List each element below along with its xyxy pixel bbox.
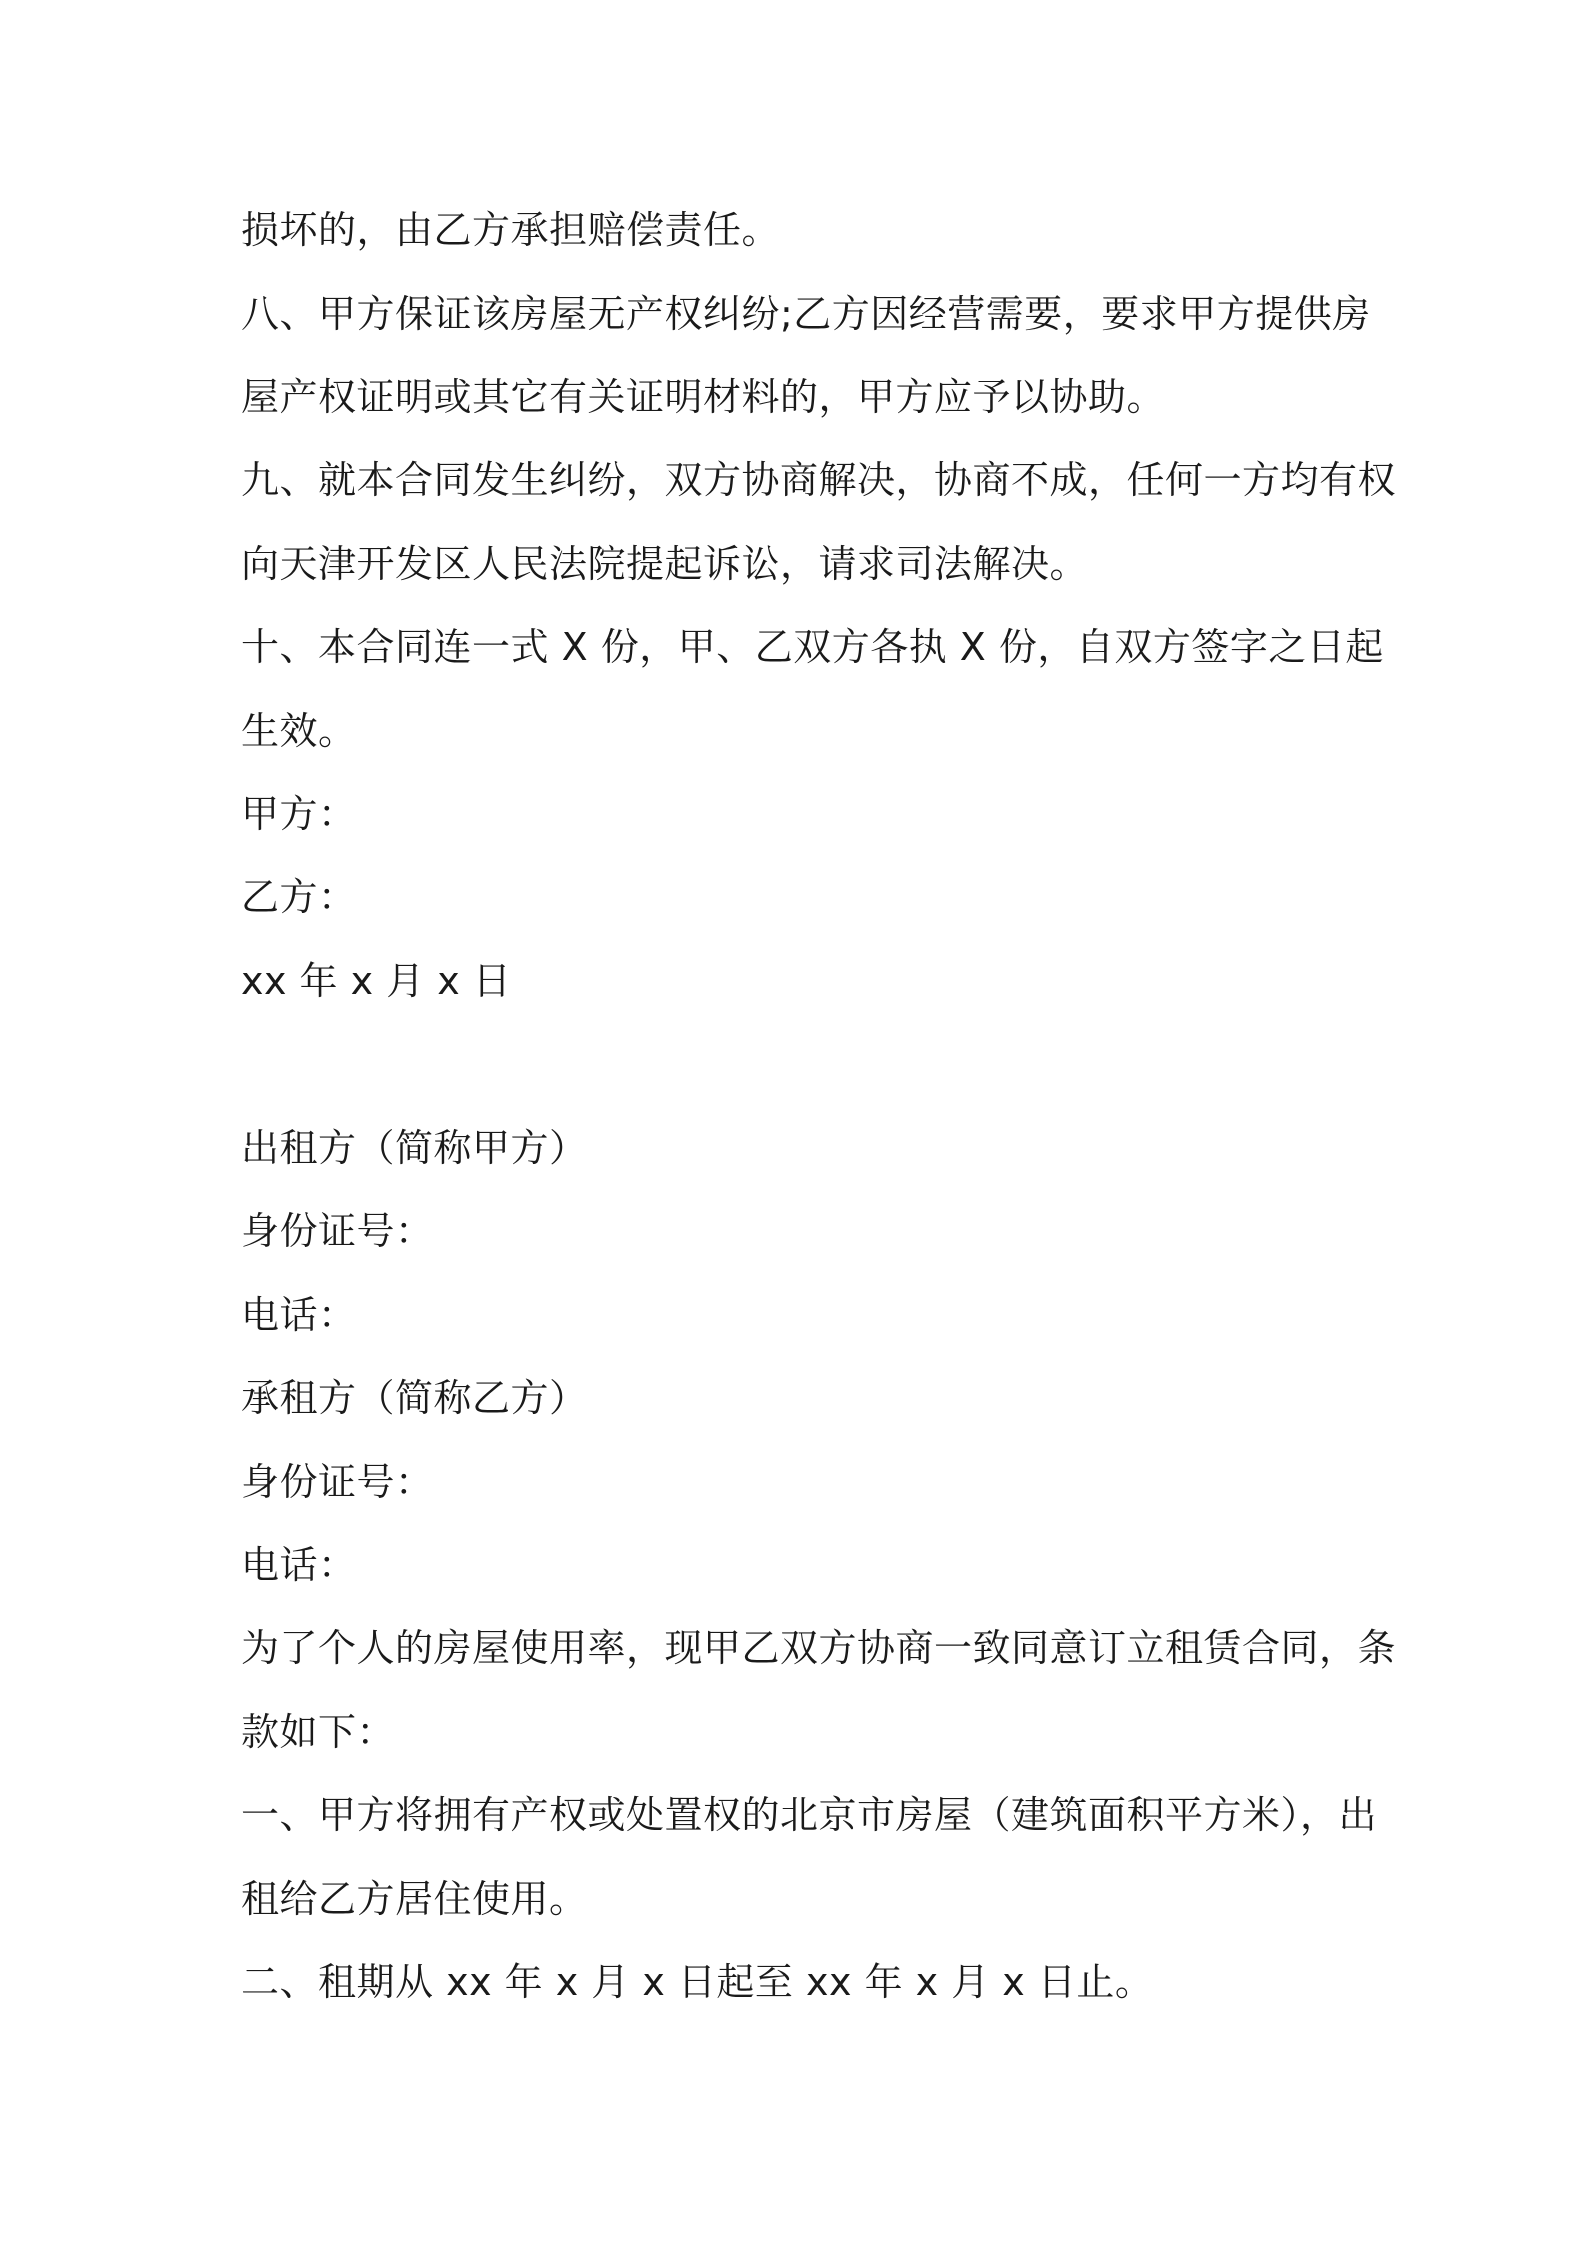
clause-8-line-1: 八、甲方保证该房屋无产权纠纷;乙方因经营需要，要求甲方提供房: [241, 292, 1371, 336]
clause-10-line-1: 十、本合同连一式 X 份，甲、乙双方各执 X 份，自双方签字之日起: [241, 625, 1384, 669]
signature-date: xx 年 x 月 x 日: [241, 959, 512, 1003]
lessee-heading: 承租方（简称乙方）: [241, 1376, 588, 1420]
clause-1-line-2: 租给乙方居住使用。: [241, 1877, 588, 1921]
preamble-line-1: 为了个人的房屋使用率，现甲乙双方协商一致同意订立租赁合同，条: [241, 1626, 1397, 1670]
lessee-id-label: 身份证号：: [241, 1460, 434, 1504]
clause-10-line-2: 生效。: [241, 709, 357, 753]
text-line-1: 损坏的，由乙方承担赔偿责任。: [241, 208, 781, 252]
lessor-heading: 出租方（简称甲方）: [241, 1126, 588, 1170]
lessor-phone-label: 电话：: [241, 1293, 357, 1337]
clause-2-line-1: 二、租期从 xx 年 x 月 x 日起至 xx 年 x 月 x 日止。: [241, 1960, 1154, 2004]
clause-9-line-1: 九、就本合同发生纠纷，双方协商解决，协商不成，任何一方均有权: [241, 458, 1397, 502]
lessor-id-label: 身份证号：: [241, 1209, 434, 1253]
clause-9-line-2: 向天津开发区人民法院提起诉讼，请求司法解决。: [241, 542, 1089, 586]
preamble-line-2: 款如下：: [241, 1710, 396, 1754]
lessee-phone-label: 电话：: [241, 1543, 357, 1587]
party-b-signature-label: 乙方：: [241, 875, 357, 919]
clause-8-line-2: 屋产权证明或其它有关证明材料的，甲方应予以协助。: [241, 375, 1166, 419]
clause-1-line-1: 一、甲方将拥有产权或处置权的北京市房屋（建筑面积平方米），出: [241, 1793, 1378, 1837]
party-a-signature-label: 甲方：: [241, 792, 357, 836]
